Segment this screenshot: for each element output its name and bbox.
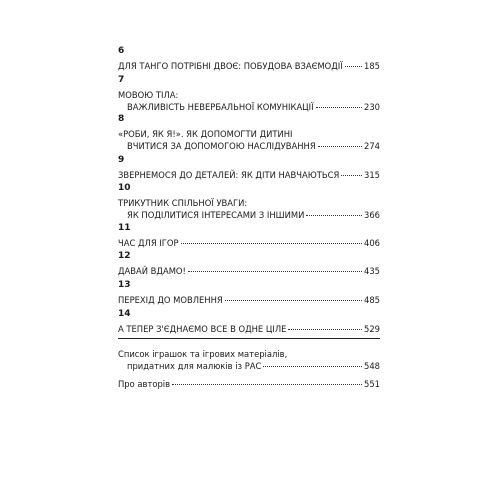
toc-appendix-authors [118, 379, 380, 389]
chapter-title: ЗВЕРНЕМОСЯ ДО ДЕТАЛЕЙ: ЯК ДІТИ НАВЧАЮТЬСЯ [118, 170, 340, 180]
chapter-number: 13 [118, 280, 131, 290]
toc-entry-row[interactable] [118, 170, 380, 180]
toc-chapter-9 [118, 155, 380, 180]
chapter-title-continued: ВЧИТИСЯ ЗА ДОПОМОГОЮ НАСЛІДУВАННЯ [127, 141, 316, 151]
dot-leader [318, 146, 362, 147]
toc-entry-row[interactable] [118, 141, 380, 151]
page-number: 548 [364, 361, 380, 371]
dot-leader [341, 175, 362, 176]
dot-leader [172, 384, 362, 385]
chapter-title: ДАВАЙ ВДАМО! [118, 266, 186, 276]
page-number: 435 [364, 266, 380, 276]
toc-entry-row[interactable] [118, 379, 380, 389]
chapter-number: 8 [118, 114, 125, 124]
chapter-number: 6 [118, 46, 125, 56]
toc-entry-row[interactable] [118, 210, 380, 220]
chapter-title: МОВОЮ ТІЛА: [118, 90, 179, 100]
toc-chapter-7 [118, 75, 380, 112]
chapter-title: ДЛЯ ТАНГО ПОТРІБНІ ДВОЄ: ПОБУДОВА ВЗАЄМОДІЇ [118, 61, 343, 71]
toc-chapter-11 [118, 223, 380, 248]
dot-leader [316, 107, 362, 108]
toc-entry-row[interactable] [118, 61, 380, 71]
section-divider [118, 338, 380, 339]
chapter-title: ЧАС ДЛЯ ІГОР [118, 238, 179, 248]
chapter-title: ТРИКУТНИК СПІЛЬНОЇ УВАГИ: [118, 198, 248, 208]
page-number: 406 [364, 238, 380, 248]
appendix-title: Список іграшок та ігрових матеріалів, [118, 349, 288, 359]
page-number: 230 [364, 102, 380, 112]
dot-leader [181, 243, 362, 244]
chapter-title: «РОБИ, ЯК Я!». ЯК ДОПОМОГТИ ДИТИНІ [118, 129, 293, 139]
dot-leader [288, 329, 362, 330]
toc-entry-row[interactable] [118, 324, 380, 334]
chapter-title: ПЕРЕХІД ДО МОВЛЕННЯ [118, 295, 223, 305]
toc-entry-row[interactable] [118, 295, 380, 305]
chapter-title-continued: ЯК ПОДІЛИТИСЯ ІНТЕРЕСАМИ З ІНШИМИ [127, 210, 305, 220]
dot-leader [306, 215, 362, 216]
chapter-title: А ТЕПЕР З'ЄДНАЄМО ВСЕ В ОДНЕ ЦІЛЕ [118, 324, 287, 334]
chapter-number: 10 [118, 183, 131, 193]
chapter-title-continued: ВАЖЛИВІСТЬ НЕВЕРБАЛЬНОЇ КОМУНІКАЦІЇ [127, 102, 314, 112]
toc-entry-row[interactable] [118, 238, 380, 248]
page-number: 551 [364, 379, 380, 389]
chapter-number: 12 [118, 251, 131, 261]
page-number: 485 [364, 295, 380, 305]
chapter-number: 11 [118, 223, 131, 233]
page-number: 315 [364, 170, 380, 180]
chapter-number: 7 [118, 75, 125, 85]
appendix-title: Про авторів [118, 379, 171, 389]
toc-entry-row[interactable] [118, 102, 380, 112]
chapter-number: 14 [118, 309, 131, 319]
dot-leader [345, 66, 362, 67]
page-number: 529 [364, 324, 380, 334]
dot-leader [188, 271, 362, 272]
page-number: 274 [364, 141, 380, 151]
dot-leader [225, 300, 362, 301]
dot-leader [263, 366, 362, 367]
toc-chapter-14 [118, 309, 380, 334]
toc-chapter-6 [118, 46, 380, 71]
toc-appendix-toys [118, 349, 380, 371]
appendix-title-continued: придатних для малюків із РАС [127, 361, 262, 371]
toc-entry-row[interactable] [118, 361, 380, 371]
toc-chapter-8 [118, 114, 380, 151]
toc-chapter-12 [118, 251, 380, 276]
page-number: 366 [364, 210, 380, 220]
toc-chapter-10 [118, 183, 380, 220]
toc-chapter-13 [118, 280, 380, 305]
page-number: 185 [364, 61, 380, 71]
toc-entry-row[interactable] [118, 266, 380, 276]
chapter-number: 9 [118, 155, 125, 165]
